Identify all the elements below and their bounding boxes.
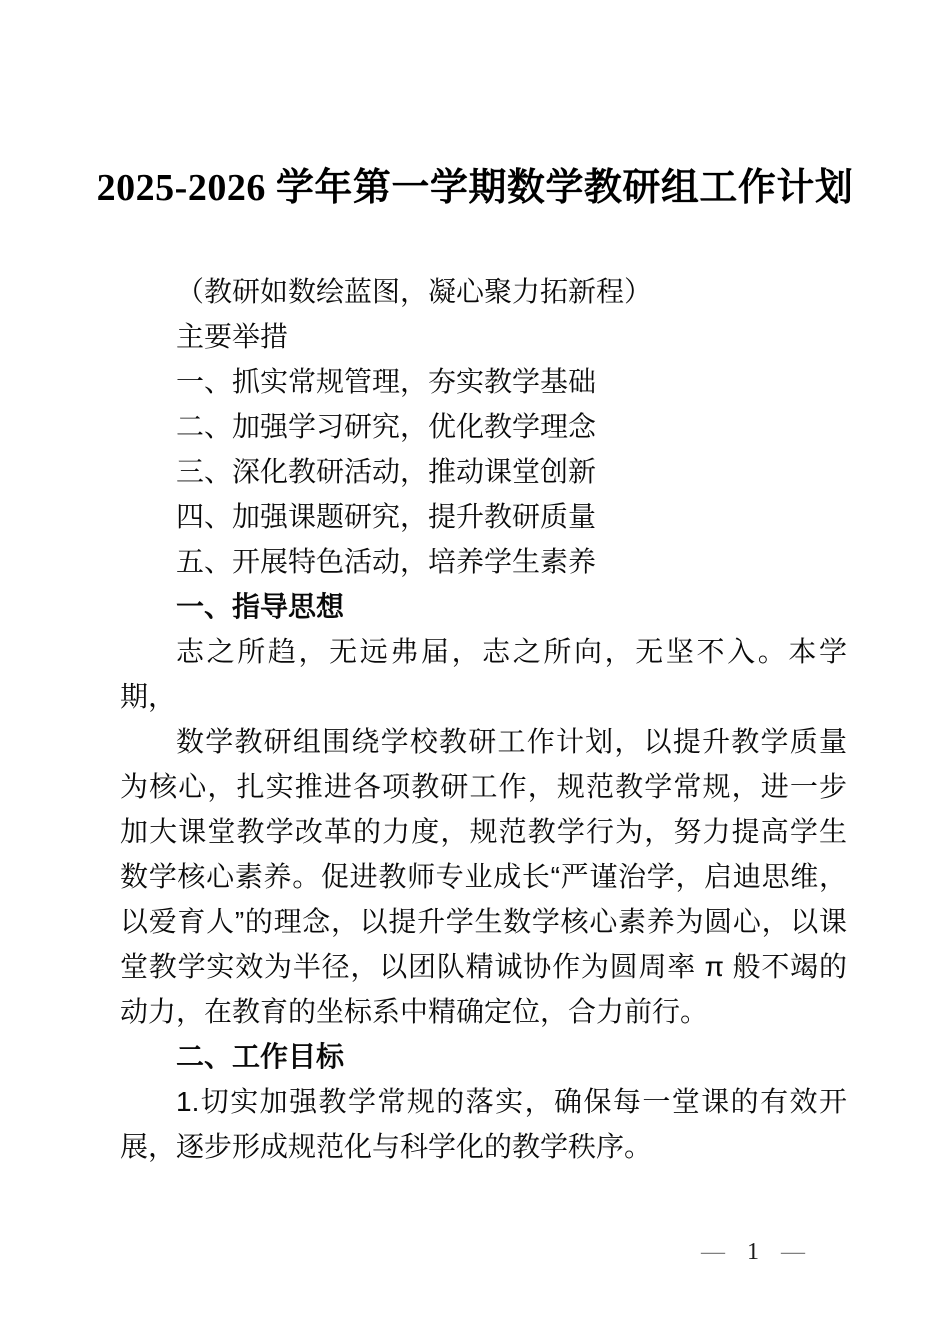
paragraph: 志之所趋，无远弗届，志之所向，无坚不入。本学期，: [120, 636, 847, 712]
page-title: 2025-2026 学年第一学期数学教研组工作计划: [96, 167, 854, 209]
page-number-left-dash: —: [701, 1239, 725, 1265]
document-body: [0, 269, 950, 1169]
paragraph: 数学教研组围绕学校教研工作计划，以提升教学质量为核心，扎实推进各项教研工作，规范教学常规，进一步加大课堂教学改革的力度，规范教学行为，努力提高学生数学核心素养。促进教师专业成长“严谨治学，启迪思维，以爱育人”的理念，以提升学生数学核心素养为圆心，以课堂教学实效为半径，以团队精诚协作为圆周率 π 般不竭的动力，在教育的坐标系中精确定位，合力前行。: [120, 726, 847, 1027]
page-number-value: 1: [747, 1239, 759, 1265]
measure-item-3: 三、深化教研活动，推动课堂创新: [176, 456, 597, 487]
measure-item-2: 二、加强学习研究，优化教学理念: [176, 411, 597, 442]
measure-item-1: 一、抓实常规管理，夯实教学基础: [176, 366, 597, 397]
measure-item-5: 五、开展特色活动，培养学生素养: [176, 546, 597, 577]
section-heading-guiding-ideology: 一、指导思想: [176, 591, 345, 622]
page-number: [701, 1240, 805, 1264]
document-subtitle: （教研如数绘蓝图，凝心聚力拓新程）: [176, 276, 653, 307]
paragraph: 1.切实加强教学常规的落实，确保每一堂课的有效开展，逐步形成规范化与科学化的教学秩序。: [120, 1086, 847, 1162]
measure-item-4: 四、加强课题研究，提升教研质量: [176, 501, 597, 532]
section-heading-work-goals: 二、工作目标: [176, 1041, 345, 1072]
page-number-right-dash: —: [781, 1239, 805, 1265]
measures-label: 主要举措: [176, 321, 289, 352]
